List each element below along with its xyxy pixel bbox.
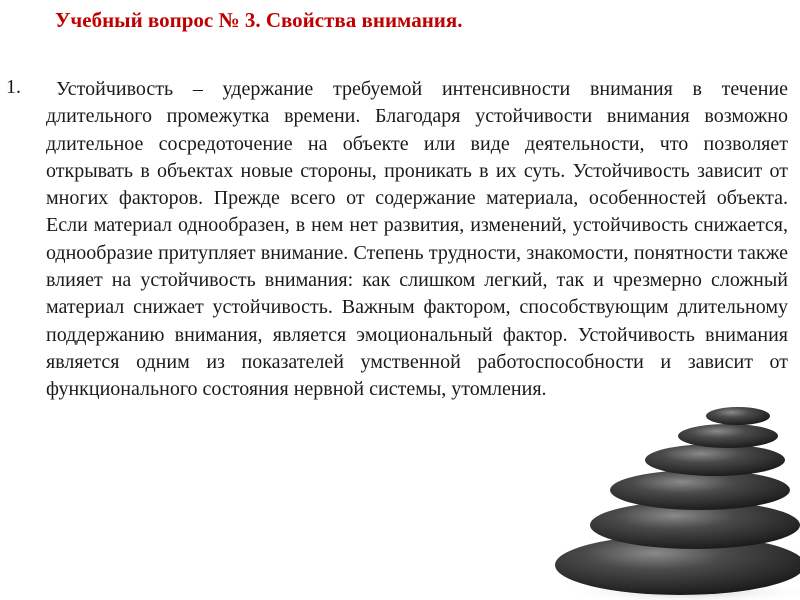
stability-paragraph: Устойчивость – удержание требуемой интенсивности внимания в течение длительного промежутка времени. Благодаря устойчивости внимания возможно длительное сосредоточение на объекте или виде деятельности, что позволяет открывать в объектах новые стороны, проникать в их суть. Устойчивость зависит от многих факторов. Прежде всего от содержание материала, особенностей объекта. Если материал однообразен, в нем нет развития, изменений, устойчивость снижается, однообразие притупляет внимание. Степень трудности, знакомости, понятности также влияет на устойчивость внимания: как слишком легкий, так и чрезмерно сложный материал снижает устойчивость. Важным фактором, способствующим длительному поддержанию внимания, является эмоциональный фактор. Устойчивость внимания является одним из показателей умственной работоспособности и зависит от функционального состояния нервной системы, утомления.: [46, 78, 788, 401]
slide-title: Учебный вопрос № 3. Свойства внимания.: [55, 8, 463, 32]
list-number: 1.: [6, 76, 21, 98]
